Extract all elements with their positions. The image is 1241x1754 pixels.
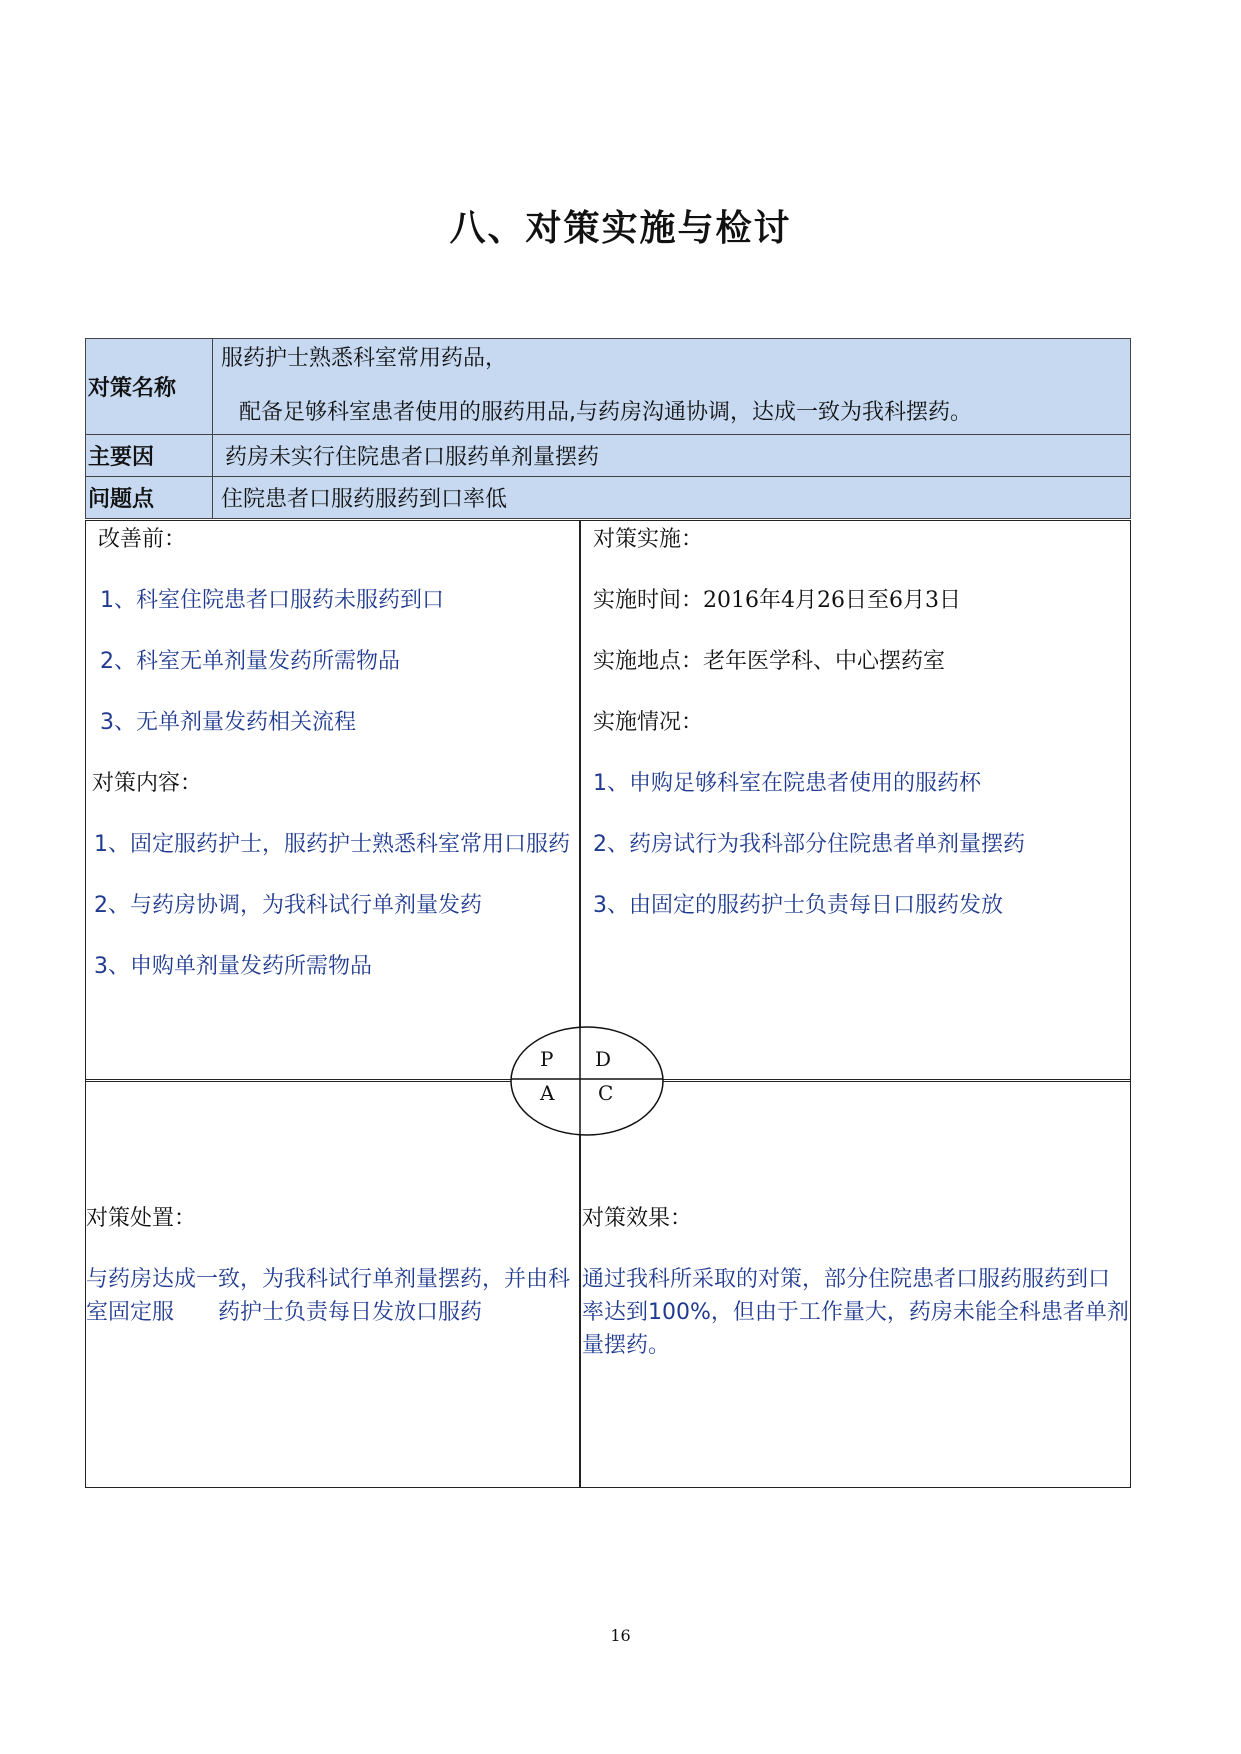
pdca-ellipse [510, 1026, 664, 1136]
before-item-2: 2、科室无单剂量发药所需物品 [100, 649, 400, 674]
strategy-name-line2: 配备足够科室患者使用的服药用品,与药房沟通协调，达成一致为我科摆药。 [239, 400, 972, 425]
do-time: 实施时间：2016年4月26日至6月3日 [593, 588, 961, 613]
check-text: 通过我科所采取的对策，部分住院患者口服药服药到口率达到100%，但由于工作量大，药房未能全科患者单剂量摆药。 [582, 1267, 1129, 1358]
check-column [582, 1080, 1130, 1362]
do-item-2: 2、药房试行为我科部分住院患者单剂量摆药 [593, 832, 1025, 857]
main-cause-label: 主要因 [86, 435, 213, 477]
pdca-p: P [540, 1047, 554, 1071]
pdca-c: C [598, 1081, 614, 1105]
strategy-name-label: 对策名称 [86, 339, 213, 435]
main-cause-value: 药房未实行住院患者口服药单剂量摆药 [213, 435, 1131, 477]
before-heading: 改善前： [98, 527, 187, 552]
act-heading: 对策处置： [86, 1206, 197, 1231]
do-place: 实施地点：老年医学科、中心摆药室 [593, 649, 946, 674]
content-item-2: 2、与药房协调，为我科试行单剂量发药 [94, 893, 482, 918]
pdca-d: D [595, 1047, 612, 1071]
do-column [588, 521, 1128, 922]
act-check-section [85, 1079, 1131, 1488]
check-heading: 对策效果： [582, 1206, 693, 1231]
strategy-header-table [85, 338, 1131, 519]
pdca-cycle-diagram [510, 1026, 664, 1136]
do-item-3: 3、由固定的服药护士负责每日口服药发放 [593, 893, 1003, 918]
act-text: 与药房达成一致，为我科试行单剂量摆药，并由科室固定服 药护士负责每日发放口服药 [86, 1267, 571, 1325]
before-item-3: 3、无单剂量发药相关流程 [100, 710, 356, 735]
column-divider [579, 1080, 581, 1487]
problem-value: 住院患者口服药服药到口率低 [213, 477, 1131, 519]
strategy-name-value [213, 339, 1131, 435]
page-number: 16 [610, 1626, 631, 1645]
do-heading: 对策实施： [593, 527, 704, 552]
content-item-3: 3、申购单剂量发药所需物品 [94, 954, 372, 979]
page-title: 八、对策实施与检讨 [449, 207, 792, 249]
pdca-a: A [540, 1081, 555, 1105]
before-item-1: 1、科室住院患者口服药未服药到口 [100, 588, 444, 613]
problem-label: 问题点 [86, 477, 213, 519]
content-heading: 对策内容： [92, 771, 203, 796]
do-situation-heading: 实施情况： [593, 710, 704, 735]
plan-do-section [85, 520, 1131, 1082]
strategy-name-line1: 服药护士熟悉科室常用药品， [221, 346, 508, 371]
act-column [86, 1080, 576, 1329]
content-item-1: 1、固定服药护士，服药护士熟悉科室常用口服药 [94, 832, 570, 857]
plan-column [86, 521, 576, 983]
do-item-1: 1、申购足够科室在院患者使用的服药杯 [593, 771, 981, 796]
column-divider [579, 521, 581, 1081]
